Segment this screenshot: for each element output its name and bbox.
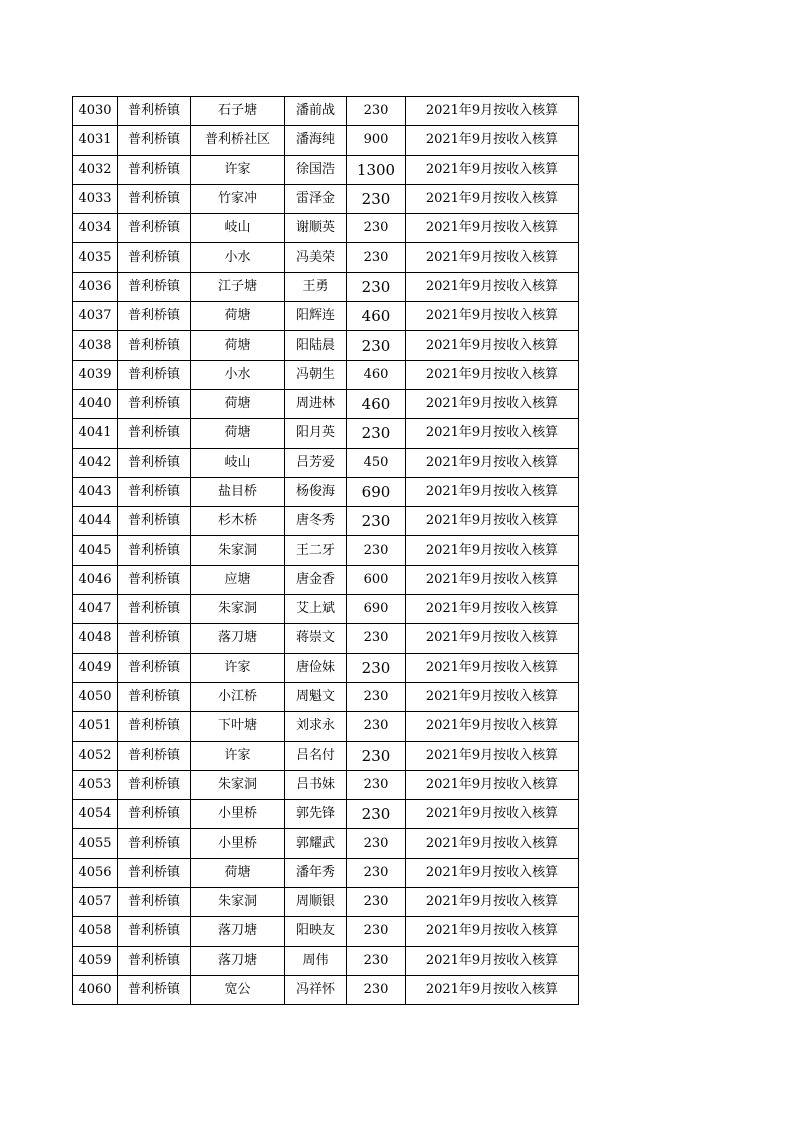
village-cell: 岐山 <box>191 214 285 243</box>
town-cell: 普利桥镇 <box>118 624 191 653</box>
town-cell: 普利桥镇 <box>118 360 191 389</box>
village-cell: 小里桥 <box>191 829 285 858</box>
table-row <box>73 272 579 301</box>
amount-cell: 230 <box>347 682 406 711</box>
row-number-cell: 4043 <box>73 477 118 506</box>
person-name-cell: 阳辉连 <box>285 302 347 331</box>
note-cell: 2021年9月按收入核算 <box>406 770 579 799</box>
amount-cell: 230 <box>347 829 406 858</box>
amount-cell: 230 <box>347 800 406 829</box>
row-number-cell: 4033 <box>73 184 118 213</box>
row-number-cell: 4054 <box>73 800 118 829</box>
table-row <box>73 800 579 829</box>
town-cell: 普利桥镇 <box>118 477 191 506</box>
row-number-cell: 4044 <box>73 507 118 536</box>
table-row <box>73 858 579 887</box>
row-number-cell: 4047 <box>73 595 118 624</box>
village-cell: 应塘 <box>191 565 285 594</box>
amount-cell: 230 <box>347 272 406 301</box>
table-row <box>73 624 579 653</box>
village-cell: 荷塘 <box>191 858 285 887</box>
village-cell: 下叶塘 <box>191 712 285 741</box>
town-cell: 普利桥镇 <box>118 214 191 243</box>
person-name-cell: 阳陆晨 <box>285 331 347 360</box>
person-name-cell: 徐国浩 <box>285 155 347 184</box>
note-cell: 2021年9月按收入核算 <box>406 565 579 594</box>
note-cell: 2021年9月按收入核算 <box>406 448 579 477</box>
person-name-cell: 刘求永 <box>285 712 347 741</box>
note-cell: 2021年9月按收入核算 <box>406 272 579 301</box>
table-row <box>73 302 579 331</box>
person-name-cell: 阳映友 <box>285 917 347 946</box>
person-name-cell: 唐金香 <box>285 565 347 594</box>
data-table <box>72 96 579 1005</box>
row-number-cell: 4057 <box>73 888 118 917</box>
village-cell: 落刀塘 <box>191 917 285 946</box>
row-number-cell: 4053 <box>73 770 118 799</box>
town-cell: 普利桥镇 <box>118 975 191 1004</box>
village-cell: 许家 <box>191 653 285 682</box>
row-number-cell: 4038 <box>73 331 118 360</box>
village-cell: 宽公 <box>191 975 285 1004</box>
village-cell: 朱家洞 <box>191 888 285 917</box>
row-number-cell: 4059 <box>73 946 118 975</box>
village-cell: 荷塘 <box>191 389 285 418</box>
person-name-cell: 周进林 <box>285 389 347 418</box>
village-cell: 荷塘 <box>191 302 285 331</box>
amount-cell: 230 <box>347 712 406 741</box>
note-cell: 2021年9月按收入核算 <box>406 682 579 711</box>
table-row <box>73 975 579 1004</box>
row-number-cell: 4030 <box>73 97 118 126</box>
person-name-cell: 艾上斌 <box>285 595 347 624</box>
row-number-cell: 4050 <box>73 682 118 711</box>
row-number-cell: 4049 <box>73 653 118 682</box>
note-cell: 2021年9月按收入核算 <box>406 184 579 213</box>
note-cell: 2021年9月按收入核算 <box>406 389 579 418</box>
village-cell: 小水 <box>191 360 285 389</box>
note-cell: 2021年9月按收入核算 <box>406 155 579 184</box>
row-number-cell: 4037 <box>73 302 118 331</box>
note-cell: 2021年9月按收入核算 <box>406 741 579 770</box>
town-cell: 普利桥镇 <box>118 712 191 741</box>
row-number-cell: 4034 <box>73 214 118 243</box>
row-number-cell: 4051 <box>73 712 118 741</box>
town-cell: 普利桥镇 <box>118 682 191 711</box>
town-cell: 普利桥镇 <box>118 97 191 126</box>
amount-cell: 230 <box>347 975 406 1004</box>
town-cell: 普利桥镇 <box>118 741 191 770</box>
village-cell: 小里桥 <box>191 800 285 829</box>
table-body <box>73 97 579 1005</box>
amount-cell: 230 <box>347 946 406 975</box>
table-row <box>73 97 579 126</box>
table-row <box>73 946 579 975</box>
town-cell: 普利桥镇 <box>118 653 191 682</box>
note-cell: 2021年9月按收入核算 <box>406 214 579 243</box>
table-row <box>73 741 579 770</box>
table-row <box>73 712 579 741</box>
amount-cell: 230 <box>347 331 406 360</box>
table-row <box>73 389 579 418</box>
town-cell: 普利桥镇 <box>118 946 191 975</box>
note-cell: 2021年9月按收入核算 <box>406 829 579 858</box>
note-cell: 2021年9月按收入核算 <box>406 975 579 1004</box>
person-name-cell: 吕芳爱 <box>285 448 347 477</box>
row-number-cell: 4036 <box>73 272 118 301</box>
person-name-cell: 谢顺英 <box>285 214 347 243</box>
town-cell: 普利桥镇 <box>118 448 191 477</box>
table-row <box>73 477 579 506</box>
note-cell: 2021年9月按收入核算 <box>406 419 579 448</box>
note-cell: 2021年9月按收入核算 <box>406 653 579 682</box>
table-row <box>73 243 579 272</box>
row-number-cell: 4058 <box>73 917 118 946</box>
village-cell: 朱家洞 <box>191 595 285 624</box>
village-cell: 江子塘 <box>191 272 285 301</box>
person-name-cell: 冯美荣 <box>285 243 347 272</box>
person-name-cell: 郭先锋 <box>285 800 347 829</box>
note-cell: 2021年9月按收入核算 <box>406 507 579 536</box>
note-cell: 2021年9月按收入核算 <box>406 712 579 741</box>
town-cell: 普利桥镇 <box>118 302 191 331</box>
village-cell: 岐山 <box>191 448 285 477</box>
table-row <box>73 507 579 536</box>
amount-cell: 460 <box>347 302 406 331</box>
person-name-cell: 周魁文 <box>285 682 347 711</box>
town-cell: 普利桥镇 <box>118 917 191 946</box>
amount-cell: 1300 <box>347 155 406 184</box>
note-cell: 2021年9月按收入核算 <box>406 302 579 331</box>
person-name-cell: 雷泽金 <box>285 184 347 213</box>
village-cell: 石子塘 <box>191 97 285 126</box>
row-number-cell: 4056 <box>73 858 118 887</box>
note-cell: 2021年9月按收入核算 <box>406 800 579 829</box>
row-number-cell: 4032 <box>73 155 118 184</box>
village-cell: 荷塘 <box>191 331 285 360</box>
village-cell: 朱家洞 <box>191 536 285 565</box>
table-row <box>73 448 579 477</box>
person-name-cell: 周顺银 <box>285 888 347 917</box>
table-row <box>73 184 579 213</box>
note-cell: 2021年9月按收入核算 <box>406 888 579 917</box>
person-name-cell: 杨俊海 <box>285 477 347 506</box>
person-name-cell: 郭耀武 <box>285 829 347 858</box>
note-cell: 2021年9月按收入核算 <box>406 917 579 946</box>
village-cell: 普利桥社区 <box>191 126 285 155</box>
person-name-cell: 唐俭妹 <box>285 653 347 682</box>
note-cell: 2021年9月按收入核算 <box>406 858 579 887</box>
table-row <box>73 360 579 389</box>
row-number-cell: 4039 <box>73 360 118 389</box>
town-cell: 普利桥镇 <box>118 858 191 887</box>
town-cell: 普利桥镇 <box>118 536 191 565</box>
village-cell: 小水 <box>191 243 285 272</box>
amount-cell: 230 <box>347 653 406 682</box>
person-name-cell: 潘海纯 <box>285 126 347 155</box>
amount-cell: 230 <box>347 917 406 946</box>
row-number-cell: 4031 <box>73 126 118 155</box>
amount-cell: 230 <box>347 419 406 448</box>
town-cell: 普利桥镇 <box>118 126 191 155</box>
amount-cell: 230 <box>347 214 406 243</box>
town-cell: 普利桥镇 <box>118 272 191 301</box>
village-cell: 朱家洞 <box>191 770 285 799</box>
amount-cell: 460 <box>347 360 406 389</box>
note-cell: 2021年9月按收入核算 <box>406 624 579 653</box>
table-row <box>73 214 579 243</box>
person-name-cell: 王二牙 <box>285 536 347 565</box>
town-cell: 普利桥镇 <box>118 770 191 799</box>
table-row <box>73 653 579 682</box>
person-name-cell: 阳月英 <box>285 419 347 448</box>
table-row <box>73 595 579 624</box>
town-cell: 普利桥镇 <box>118 389 191 418</box>
town-cell: 普利桥镇 <box>118 243 191 272</box>
town-cell: 普利桥镇 <box>118 419 191 448</box>
town-cell: 普利桥镇 <box>118 565 191 594</box>
person-name-cell: 唐冬秀 <box>285 507 347 536</box>
table-row <box>73 917 579 946</box>
table-row <box>73 536 579 565</box>
amount-cell: 690 <box>347 595 406 624</box>
row-number-cell: 4040 <box>73 389 118 418</box>
person-name-cell: 蒋崇文 <box>285 624 347 653</box>
village-cell: 竹家冲 <box>191 184 285 213</box>
village-cell: 许家 <box>191 155 285 184</box>
amount-cell: 600 <box>347 565 406 594</box>
town-cell: 普利桥镇 <box>118 184 191 213</box>
amount-cell: 230 <box>347 741 406 770</box>
table-row <box>73 888 579 917</box>
amount-cell: 230 <box>347 624 406 653</box>
village-cell: 小江桥 <box>191 682 285 711</box>
person-name-cell: 冯祥怀 <box>285 975 347 1004</box>
table-row <box>73 770 579 799</box>
village-cell: 盐目桥 <box>191 477 285 506</box>
person-name-cell: 冯朝生 <box>285 360 347 389</box>
amount-cell: 230 <box>347 97 406 126</box>
amount-cell: 230 <box>347 536 406 565</box>
town-cell: 普利桥镇 <box>118 507 191 536</box>
table-row <box>73 419 579 448</box>
amount-cell: 230 <box>347 770 406 799</box>
amount-cell: 230 <box>347 184 406 213</box>
row-number-cell: 4055 <box>73 829 118 858</box>
amount-cell: 900 <box>347 126 406 155</box>
table-row <box>73 829 579 858</box>
village-cell: 落刀塘 <box>191 946 285 975</box>
town-cell: 普利桥镇 <box>118 155 191 184</box>
person-name-cell: 王勇 <box>285 272 347 301</box>
note-cell: 2021年9月按收入核算 <box>406 477 579 506</box>
person-name-cell: 吕书妹 <box>285 770 347 799</box>
row-number-cell: 4041 <box>73 419 118 448</box>
person-name-cell: 潘前战 <box>285 97 347 126</box>
amount-cell: 230 <box>347 243 406 272</box>
person-name-cell: 吕名付 <box>285 741 347 770</box>
note-cell: 2021年9月按收入核算 <box>406 126 579 155</box>
row-number-cell: 4045 <box>73 536 118 565</box>
note-cell: 2021年9月按收入核算 <box>406 946 579 975</box>
town-cell: 普利桥镇 <box>118 331 191 360</box>
amount-cell: 450 <box>347 448 406 477</box>
table-row <box>73 331 579 360</box>
row-number-cell: 4060 <box>73 975 118 1004</box>
row-number-cell: 4052 <box>73 741 118 770</box>
town-cell: 普利桥镇 <box>118 595 191 624</box>
amount-cell: 460 <box>347 389 406 418</box>
amount-cell: 230 <box>347 888 406 917</box>
village-cell: 落刀塘 <box>191 624 285 653</box>
row-number-cell: 4048 <box>73 624 118 653</box>
note-cell: 2021年9月按收入核算 <box>406 97 579 126</box>
town-cell: 普利桥镇 <box>118 829 191 858</box>
town-cell: 普利桥镇 <box>118 800 191 829</box>
note-cell: 2021年9月按收入核算 <box>406 536 579 565</box>
town-cell: 普利桥镇 <box>118 888 191 917</box>
row-number-cell: 4035 <box>73 243 118 272</box>
table-row <box>73 565 579 594</box>
village-cell: 许家 <box>191 741 285 770</box>
person-name-cell: 潘年秀 <box>285 858 347 887</box>
village-cell: 杉木桥 <box>191 507 285 536</box>
row-number-cell: 4046 <box>73 565 118 594</box>
note-cell: 2021年9月按收入核算 <box>406 595 579 624</box>
amount-cell: 230 <box>347 858 406 887</box>
amount-cell: 690 <box>347 477 406 506</box>
amount-cell: 230 <box>347 507 406 536</box>
village-cell: 荷塘 <box>191 419 285 448</box>
table-row <box>73 155 579 184</box>
note-cell: 2021年9月按收入核算 <box>406 243 579 272</box>
table-row <box>73 126 579 155</box>
person-name-cell: 周伟 <box>285 946 347 975</box>
note-cell: 2021年9月按收入核算 <box>406 360 579 389</box>
table-row <box>73 682 579 711</box>
note-cell: 2021年9月按收入核算 <box>406 331 579 360</box>
row-number-cell: 4042 <box>73 448 118 477</box>
